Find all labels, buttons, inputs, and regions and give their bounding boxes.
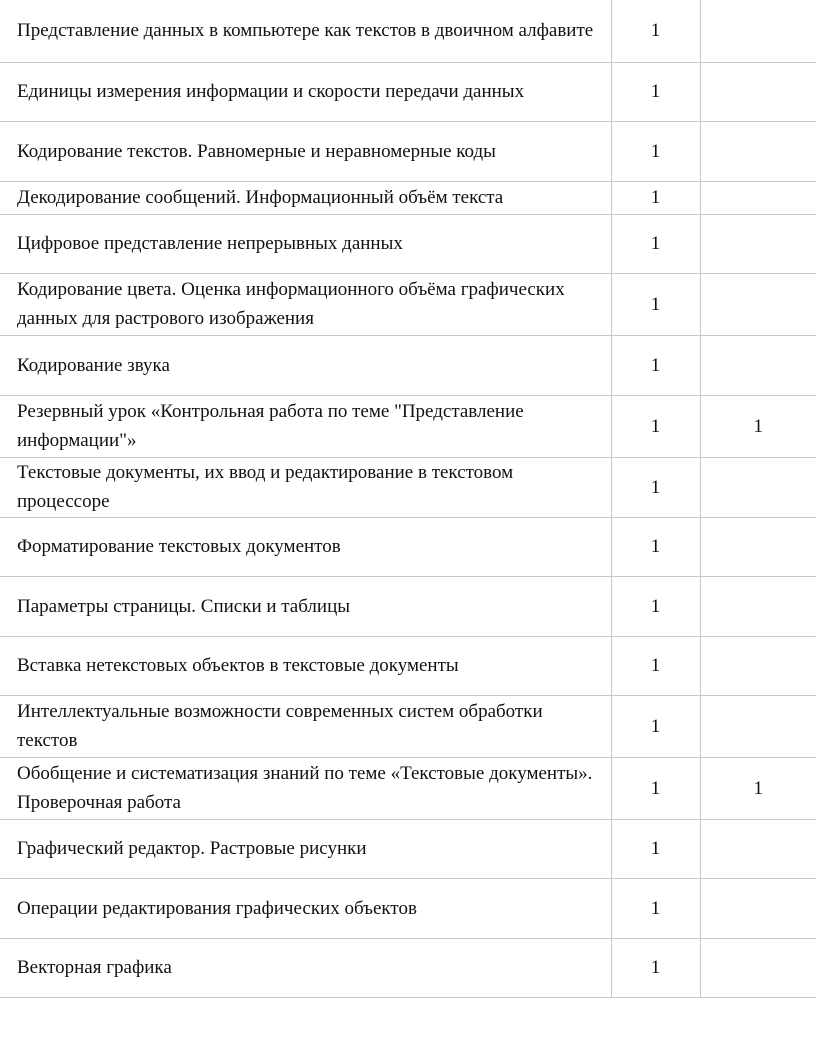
table-row xyxy=(0,695,816,757)
hours-cell: 1 xyxy=(611,181,700,214)
hours-cell: 1 xyxy=(611,0,700,62)
hours-cell: 1 xyxy=(611,636,700,695)
topic-cell: Операции редактирования графических объектов xyxy=(0,878,611,938)
table-row xyxy=(0,395,816,457)
control-work-cell xyxy=(700,695,816,757)
hours-cell: 1 xyxy=(611,121,700,181)
hours-cell: 1 xyxy=(611,457,700,517)
hours-cell: 1 xyxy=(611,938,700,997)
topic-cell: Единицы измерения информации и скорости передачи данных xyxy=(0,62,611,121)
hours-cell: 1 xyxy=(611,878,700,938)
control-work-cell xyxy=(700,121,816,181)
topic-cell: Форматирование текстовых документов xyxy=(0,517,611,576)
table-row xyxy=(0,62,816,121)
hours-cell: 1 xyxy=(611,214,700,273)
topic-cell: Текстовые документы, их ввод и редактирование в текстовом процессоре xyxy=(0,457,611,517)
control-work-cell: 1 xyxy=(700,395,816,457)
hours-cell: 1 xyxy=(611,395,700,457)
topic-cell: Кодирование звука xyxy=(0,335,611,395)
topic-cell: Векторная графика xyxy=(0,938,611,997)
table-row xyxy=(0,576,816,636)
table-row xyxy=(0,121,816,181)
hours-cell: 1 xyxy=(611,819,700,878)
topic-cell: Представление данных в компьютере как текстов в двоичном алфавите xyxy=(0,0,611,62)
control-work-cell xyxy=(700,0,816,62)
topic-cell: Параметры страницы. Списки и таблицы xyxy=(0,576,611,636)
table-row xyxy=(0,878,816,938)
hours-cell: 1 xyxy=(611,695,700,757)
control-work-cell xyxy=(700,517,816,576)
hours-cell: 1 xyxy=(611,517,700,576)
table-row xyxy=(0,214,816,273)
table-row xyxy=(0,335,816,395)
hours-cell: 1 xyxy=(611,757,700,819)
control-work-cell xyxy=(700,181,816,214)
hours-cell: 1 xyxy=(611,62,700,121)
topic-cell: Декодирование сообщений. Информационный объём текста xyxy=(0,181,611,214)
topic-cell: Графический редактор. Растровые рисунки xyxy=(0,819,611,878)
control-work-cell xyxy=(700,62,816,121)
table-row xyxy=(0,819,816,878)
control-work-cell xyxy=(700,576,816,636)
topic-cell: Кодирование текстов. Равномерные и неравномерные коды xyxy=(0,121,611,181)
control-work-cell xyxy=(700,457,816,517)
table-row xyxy=(0,757,816,819)
topic-cell: Резервный урок «Контрольная работа по теме "Представление информации"» xyxy=(0,395,611,457)
table-row xyxy=(0,273,816,335)
control-work-cell: 1 xyxy=(700,757,816,819)
control-work-cell xyxy=(700,335,816,395)
control-work-cell xyxy=(700,273,816,335)
control-work-cell xyxy=(700,819,816,878)
table-row xyxy=(0,636,816,695)
topic-cell: Интеллектуальные возможности современных систем обработки текстов xyxy=(0,695,611,757)
hours-cell: 1 xyxy=(611,335,700,395)
control-work-cell xyxy=(700,636,816,695)
hours-cell: 1 xyxy=(611,273,700,335)
topic-cell: Цифровое представление непрерывных данных xyxy=(0,214,611,273)
topic-cell: Кодирование цвета. Оценка информационного объёма графических данных для растрового изображения xyxy=(0,273,611,335)
control-work-cell xyxy=(700,214,816,273)
hours-cell: 1 xyxy=(611,576,700,636)
table-row xyxy=(0,0,816,62)
table-row xyxy=(0,517,816,576)
control-work-cell xyxy=(700,878,816,938)
table-row xyxy=(0,181,816,214)
table-row xyxy=(0,938,816,997)
control-work-cell xyxy=(700,938,816,997)
table-row xyxy=(0,457,816,517)
topic-cell: Обобщение и систематизация знаний по теме «Текстовые документы». Проверочная работа xyxy=(0,757,611,819)
topic-cell: Вставка нетекстовых объектов в текстовые документы xyxy=(0,636,611,695)
